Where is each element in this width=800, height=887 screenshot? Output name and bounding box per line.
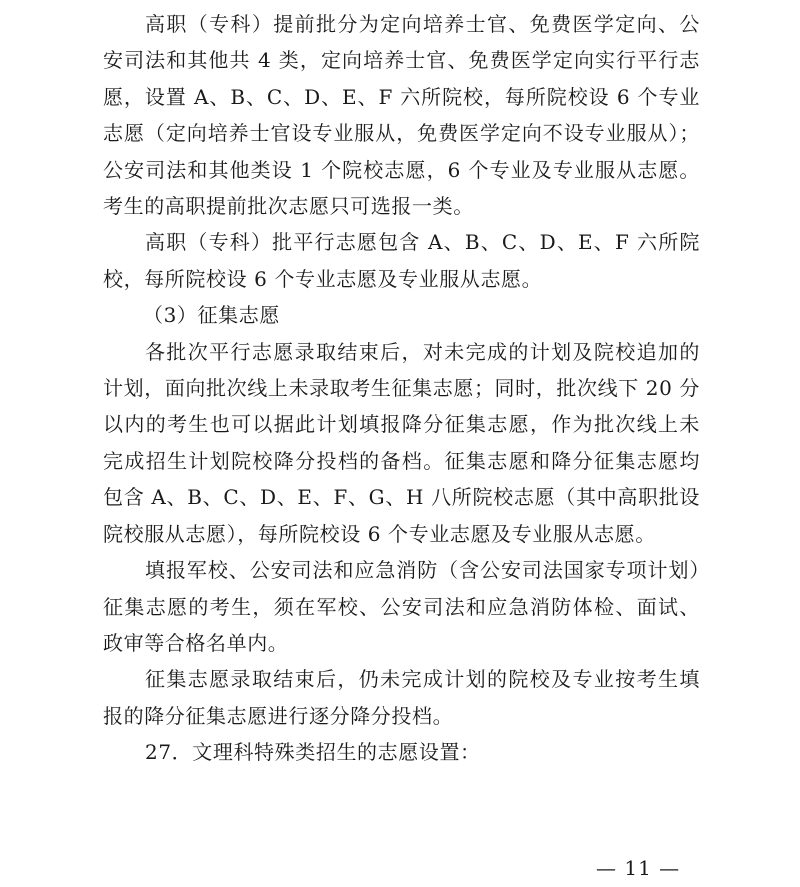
page-number: — 11 — — [596, 856, 681, 880]
paragraph-vocational-advance-batch: 高职（专科）提前批分为定向培养士官、免费医学定向、公安司法和其他共 4 类，定向培养士官、免费医学定向实行平行志愿，设置 A、B、C、D、E、F 六所院校，每所院校设 6 个专业志愿（定向培养士官设专业服从，免费医学定向不设专业服从）；公安司法和其他类设 1 个院校志愿，6 个专业及专业服从志愿。考生的高职提前批次志愿只可选报一类。 — [103, 12, 700, 219]
paragraph-item-27: 27．文理科特殊类招生的志愿设置： — [145, 740, 481, 765]
paragraph-solicitation-rules: 各批次平行志愿录取结束后，对未完成的计划及院校追加的计划，面向批次线上未录取考生征集志愿；同时，批次线下 20 分以内的考生也可以据此计划填报降分征集志愿，作为批次线上未完成招生计划院校降分投档的备档。征集志愿和降分征集志愿均包含 A、B、C、D、E、F、G、H 八所院校志愿（其中高职批设院校服从志愿），每所院校设 6 个专业志愿及专业服从志愿。 — [103, 339, 700, 546]
paragraph-military-police-candidates: 填报军校、公安司法和应急消防（含公安司法国家专项计划）征集志愿的考生，须在军校、公安司法和应急消防体检、面试、政审等合格名单内。 — [103, 558, 700, 655]
paragraph-vocational-batch: 高职（专科）批平行志愿包含 A、B、C、D、E、F 六所院校，每所院校设 6 个专业志愿及专业服从志愿。 — [103, 230, 700, 291]
paragraph-after-solicitation: 征集志愿录取结束后，仍未完成计划的院校及专业按考生填报的降分征集志愿进行逐分降分投档。 — [103, 667, 700, 728]
document-body — [103, 6, 700, 771]
section-heading-solicitation: （3）征集志愿 — [143, 303, 280, 328]
